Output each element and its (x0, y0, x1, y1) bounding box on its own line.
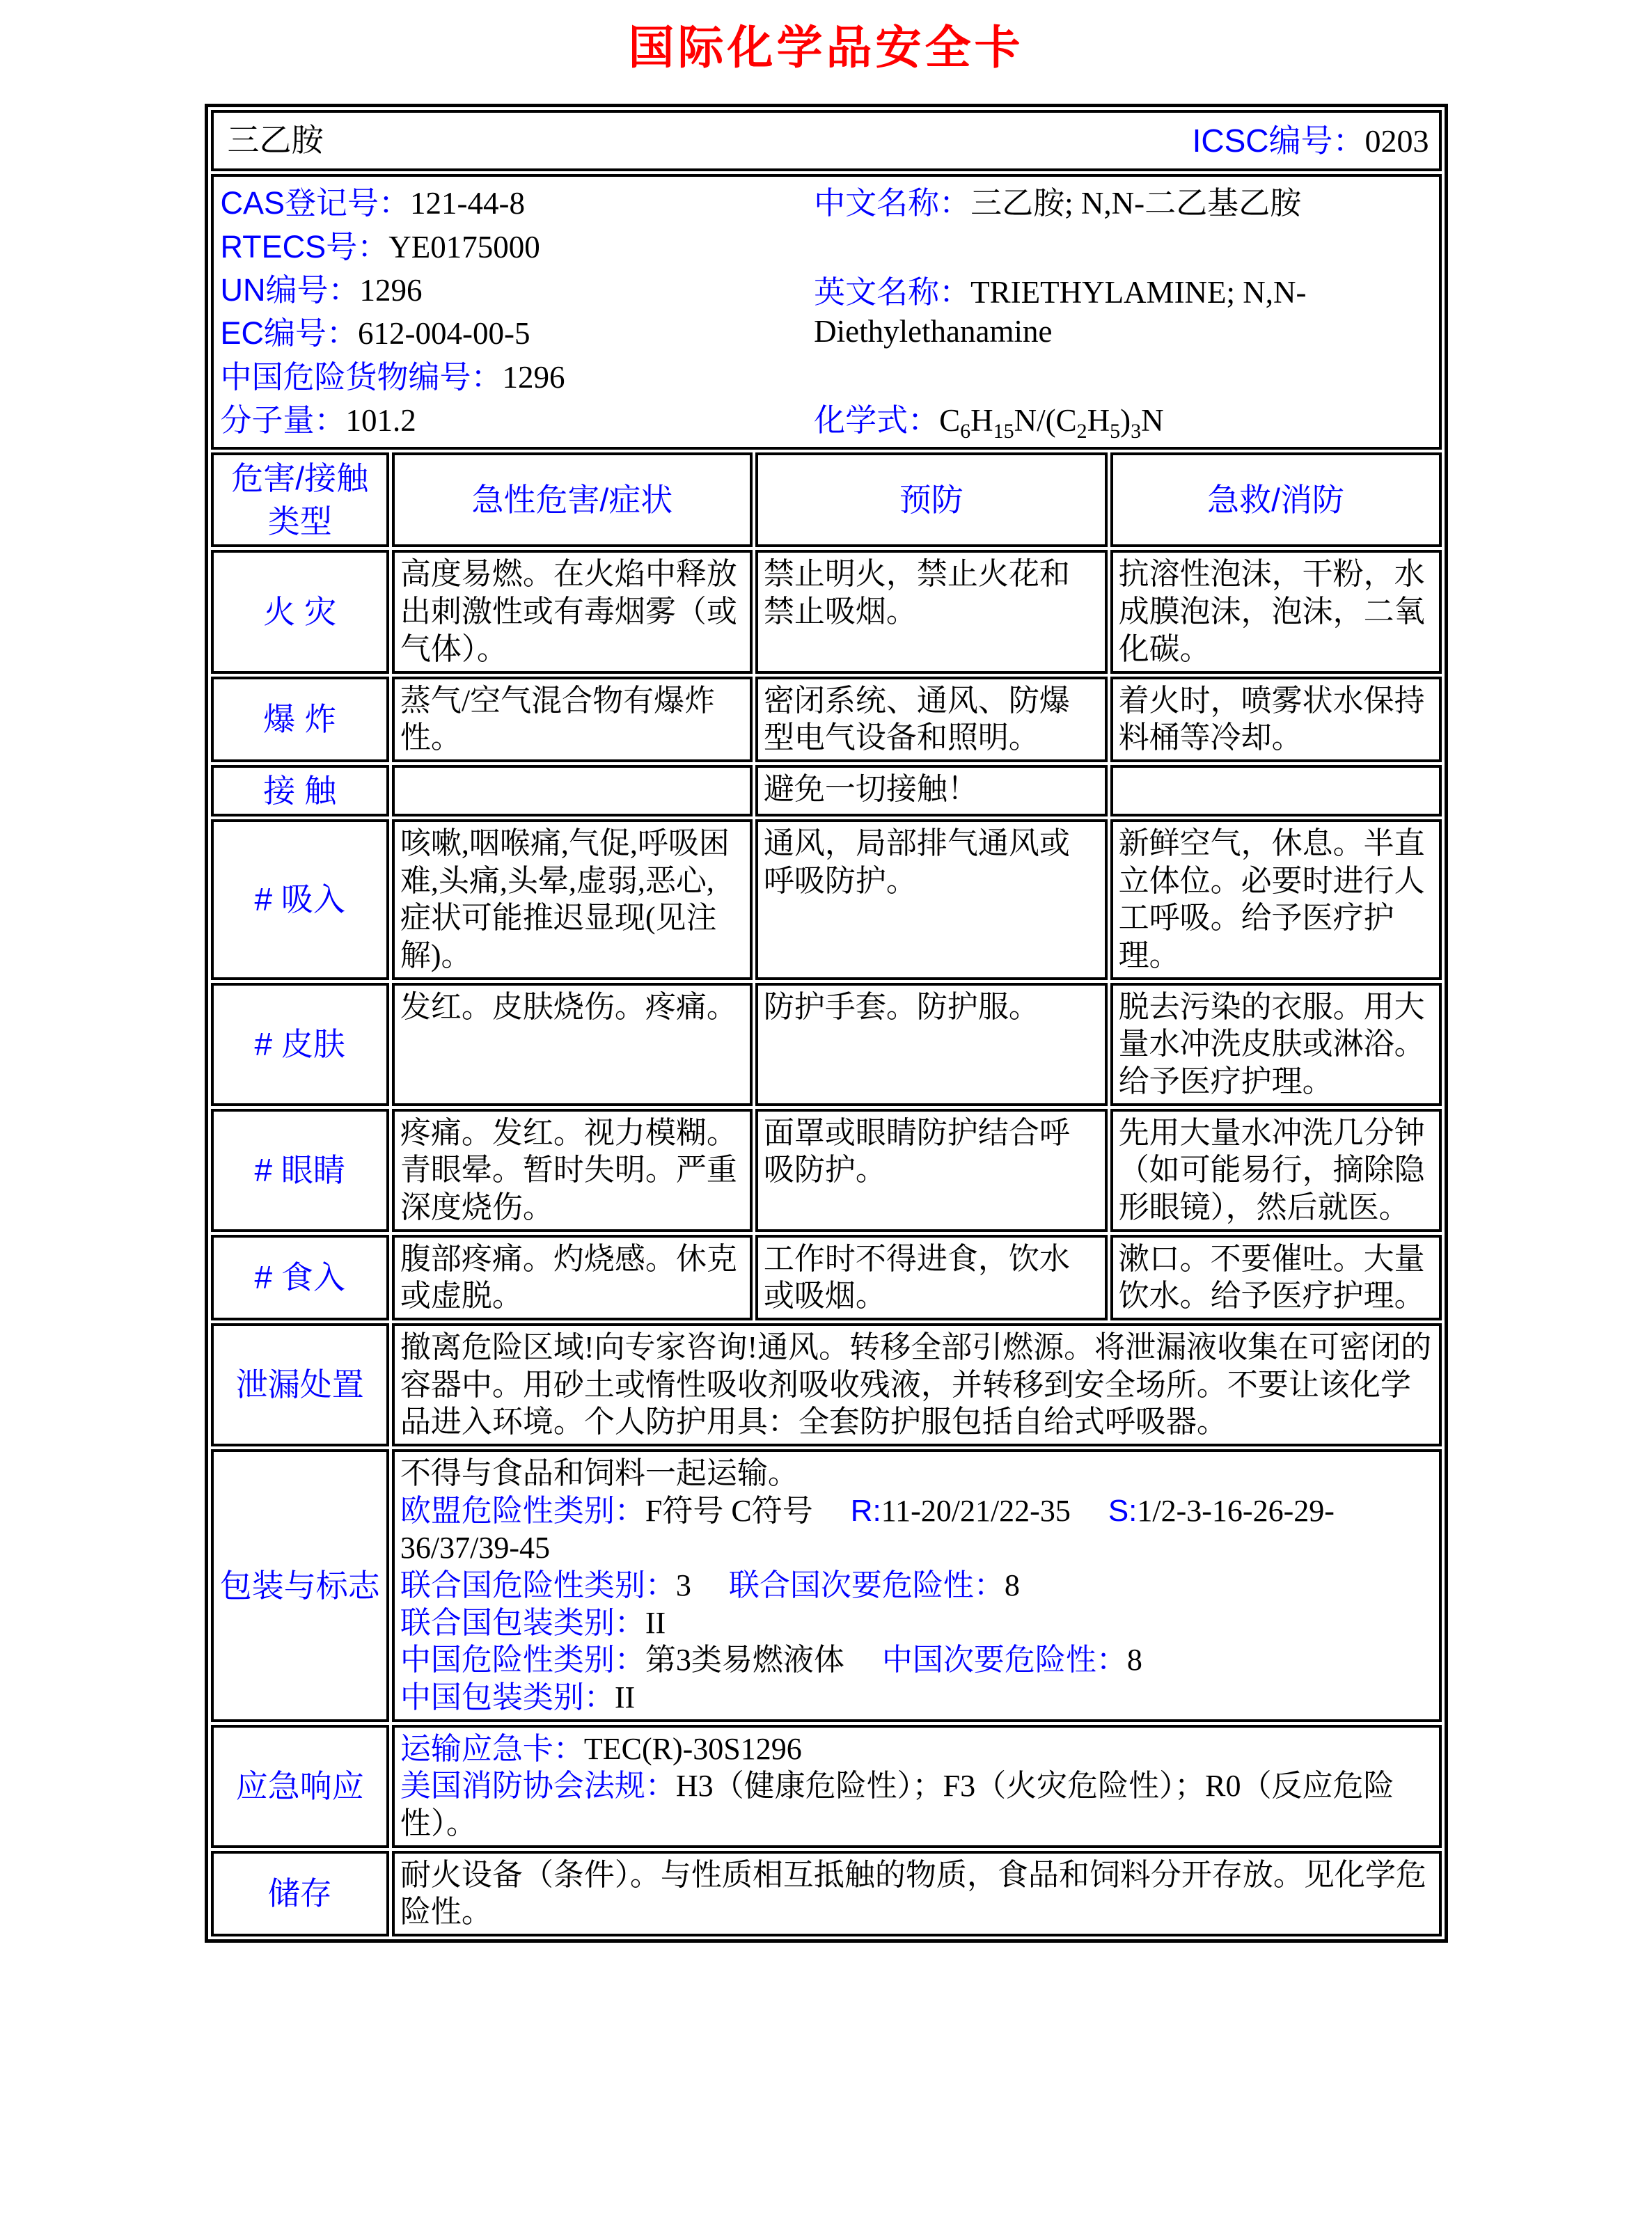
identification-row (211, 174, 1442, 450)
inhalation-row (211, 819, 1442, 980)
header-prevention: 预防 (755, 452, 1108, 547)
spill-row (211, 1323, 1442, 1446)
packaging-un-pack-line (400, 1604, 1433, 1642)
fire-symptoms: 高度易燃。在火焰中释放出刺激性或有毒烟雾（或气体）。 (392, 550, 753, 673)
skin-symptoms: 发红。皮肤烧伤。疼痛。 (392, 983, 753, 1106)
nfpa-label: 美国消防协会法规： (400, 1769, 676, 1804)
contact-symptoms (392, 765, 753, 816)
un-subrisk-value: 8 (1004, 1568, 1020, 1603)
r-phrases-label: R: (850, 1493, 881, 1528)
un-class-label: 联合国危险性类别： (400, 1568, 676, 1603)
eyes-prevention: 面罩或眼睛防护结合呼吸防护。 (755, 1109, 1108, 1232)
hazard-header-row (211, 452, 1442, 547)
ingestion-row-label: # 食入 (211, 1235, 389, 1320)
english-name-label: 英文名称： (814, 274, 971, 310)
name-cell (211, 110, 1442, 171)
identification-left-column (221, 184, 815, 440)
emergency-row-label: 应急响应 (211, 1725, 389, 1848)
china-dg-number-value: 1296 (502, 359, 565, 395)
explosion-prevention: 密闭系统、通风、防爆型电气设备和照明。 (755, 677, 1108, 762)
r-phrases-value: 11-20/21/22-35 (881, 1493, 1071, 1528)
skin-firstaid: 脱去污染的衣服。用大量水冲洗皮肤或淋浴。给予医疗护理。 (1110, 983, 1442, 1106)
rtecs-number-label: RTECS号： (220, 228, 389, 265)
name-row (211, 110, 1442, 171)
un-number-label: UN编号： (220, 271, 360, 308)
un-number-line (221, 271, 815, 310)
emergency-nfpa-line (400, 1767, 1433, 1842)
contact-prevention: 避免一切接触！ (755, 765, 1108, 816)
china-dg-number-label: 中国危险货物编号： (220, 358, 503, 395)
identification-cell (211, 174, 1442, 450)
un-pack-value: II (645, 1605, 666, 1640)
safety-card-table (205, 104, 1448, 1943)
spill-row-label: 泄漏处置 (211, 1323, 389, 1446)
inhalation-row-label: # 吸入 (211, 819, 389, 980)
nfpa-value: H3（健康危险性）；F3（火灾危险性）；R0（反应危险性）。 (400, 1769, 1394, 1841)
eyes-firstaid: 先用大量水冲洗几分钟（如可能易行，摘除隐形眼镜），然后就医。 (1110, 1109, 1442, 1232)
rtecs-number-value: YE0175000 (388, 229, 540, 265)
identification-right-column (814, 184, 1431, 443)
english-name-value: TRIETHYLAMINE; N,N-Diethylethanamine (814, 275, 1307, 349)
emergency-tec-line (400, 1730, 1433, 1768)
header-hazard-type-line2: 类型 (267, 503, 332, 540)
header-firstaid: 急救/消防 (1110, 452, 1442, 547)
cn-subrisk-value: 8 (1126, 1643, 1142, 1678)
chinese-name-line (814, 184, 1431, 223)
formula-value: $C_6H_{15}N/(C_2H_5)_3N$ (939, 403, 1164, 443)
header-symptoms: 急性危害/症状 (392, 452, 753, 547)
emergency-row (211, 1725, 1442, 1848)
eyes-symptoms: 疼痛。发红。视力模糊。青眼晕。暂时失明。严重深度烧伤。 (392, 1109, 753, 1232)
skin-prevention: 防护手套。防护服。 (755, 983, 1108, 1106)
tec-card-label: 运输应急卡： (400, 1731, 584, 1766)
cn-class-label: 中国危险性类别： (400, 1643, 645, 1678)
fire-prevention: 禁止明火，禁止火花和禁止吸烟。 (755, 550, 1108, 673)
eu-class-label: 欧盟危险性类别： (400, 1493, 645, 1528)
ingestion-firstaid: 漱口。不要催吐。大量饮水。给予医疗护理。 (1110, 1235, 1442, 1320)
eyes-row (211, 1109, 1442, 1232)
skin-row (211, 983, 1442, 1106)
packaging-transport-note: 不得与食品和饲料一起运输。 (400, 1456, 799, 1491)
un-class-value: 3 (675, 1568, 691, 1603)
contact-firstaid (1110, 765, 1442, 816)
chemical-name: 三乙胺 (227, 123, 324, 159)
s-phrases-value: 1/2-3-16-26-29-36/37/39-45 (400, 1493, 1335, 1565)
ingestion-symptoms: 腹部疼痛。灼烧感。休克或虚脱。 (392, 1235, 753, 1320)
fire-row (211, 550, 1442, 673)
explosion-firstaid: 着火时，喷雾状水保持料桶等冷却。 (1110, 677, 1442, 762)
molecular-weight-line (221, 401, 815, 440)
icsc-number-value: 0203 (1364, 123, 1429, 159)
cas-number-value: 121-44-8 (410, 186, 526, 221)
header-hazard-type-line1: 危害/接触 (231, 460, 369, 497)
cn-pack-label: 中国包装类别： (400, 1680, 615, 1715)
fire-firstaid: 抗溶性泡沫，干粉，水成膜泡沫，泡沫，二氧化碳。 (1110, 550, 1442, 673)
molecular-weight-value: 101.2 (345, 403, 416, 439)
un-subrisk-label: 联合国次要危险性： (728, 1568, 1005, 1603)
inhalation-symptoms: 咳嗽,咽喉痛,气促,呼吸困难,头痛,头晕,虚弱,恶心,症状可能推迟显现(见注解)。 (392, 819, 753, 980)
header-hazard-type (211, 452, 389, 547)
eu-class-value: F符号 C符号 (645, 1493, 813, 1528)
storage-row-label: 储存 (211, 1851, 389, 1936)
explosion-symptoms: 蒸气/空气混合物有爆炸性。 (392, 677, 753, 762)
skin-row-label: # 皮肤 (211, 983, 389, 1106)
chinese-name-label: 中文名称： (814, 185, 971, 221)
spill-text: 撤离危险区域!向专家咨询!通风。转移全部引燃源。将泄漏液收集在可密闭的容器中。用砂土或惰性吸收剂吸收残液，并转移到安全场所。不要让该化学品进入环境。个人防护用具：全套防护服包括自给式呼吸器。 (392, 1323, 1442, 1446)
icsc-number-label: ICSC编号： (1192, 122, 1365, 159)
ingestion-prevention: 工作时不得进食，饮水或吸烟。 (755, 1235, 1108, 1320)
un-pack-label: 联合国包装类别： (400, 1605, 645, 1640)
rtecs-number-line (221, 228, 815, 267)
packaging-un-class-line (400, 1567, 1433, 1604)
china-dg-number-line (221, 358, 815, 397)
packaging-cn-pack-line (400, 1679, 1433, 1717)
inhalation-prevention: 通风，局部排气通风或呼吸防护。 (755, 819, 1108, 980)
packaging-row (211, 1449, 1442, 1722)
cas-number-line (221, 184, 815, 223)
explosion-row (211, 677, 1442, 762)
ingestion-row (211, 1235, 1442, 1320)
cn-subrisk-label: 中国次要危险性： (881, 1643, 1127, 1678)
explosion-row-label: 爆 炸 (211, 677, 389, 762)
emergency-content (392, 1725, 1442, 1848)
chinese-name-value: 三乙胺; N,N-二乙基乙胺 (970, 186, 1302, 221)
cas-number-label: CAS登记号： (220, 185, 411, 221)
ec-number-label: EC编号： (220, 315, 359, 352)
eyes-row-label: # 眼睛 (211, 1109, 389, 1232)
s-phrases-label: S: (1108, 1493, 1138, 1528)
packaging-content (392, 1449, 1442, 1722)
packaging-eu-line (400, 1492, 1433, 1567)
formula-line (814, 401, 1431, 443)
contact-row (211, 765, 1442, 816)
icsc-number-group (1193, 121, 1429, 161)
packaging-row-label: 包装与标志 (211, 1449, 389, 1722)
molecular-weight-label: 分子量： (220, 402, 346, 439)
cn-pack-value: II (614, 1680, 636, 1715)
inhalation-firstaid: 新鲜空气，休息。半直立体位。必要时进行人工呼吸。给予医疗护理。 (1110, 819, 1442, 980)
packaging-cn-class-line (400, 1641, 1433, 1679)
ec-number-value: 612-004-00-5 (358, 316, 530, 352)
page-title: 国际化学品安全卡 (628, 22, 1024, 73)
cn-class-value: 第3类易燃液体 (645, 1643, 844, 1678)
tec-card-value: TEC(R)-30S1296 (583, 1731, 802, 1766)
ec-number-line (221, 314, 815, 353)
un-number-value: 1296 (359, 272, 423, 308)
formula-label: 化学式： (814, 402, 940, 439)
english-name-line (814, 273, 1431, 352)
storage-row (211, 1851, 1442, 1936)
storage-text: 耐火设备（条件）。与性质相互抵触的物质，食品和饲料分开存放。见化学危险性。 (392, 1851, 1442, 1936)
fire-row-label: 火 灾 (211, 550, 389, 673)
contact-row-label: 接 触 (211, 765, 389, 816)
